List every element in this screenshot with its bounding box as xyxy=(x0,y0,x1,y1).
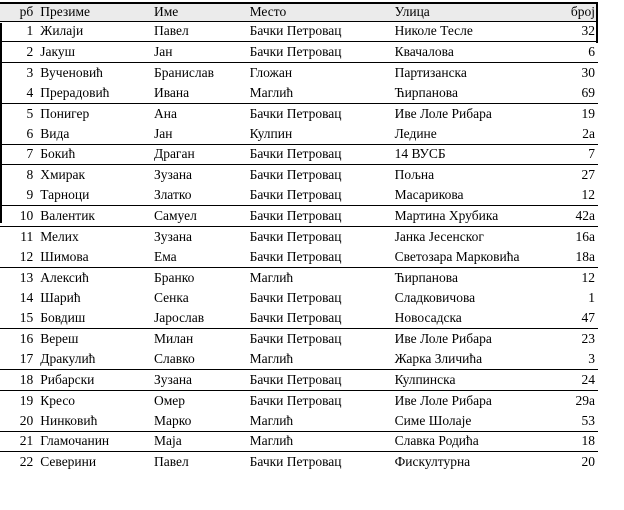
cell-place: Бачки Петровац xyxy=(249,289,342,305)
cell-num: 47 xyxy=(581,310,595,325)
cell-n: 1 xyxy=(26,23,34,39)
table-row xyxy=(0,431,598,452)
cell-name: Самуел xyxy=(153,207,197,223)
cell-surname: Гламочанин xyxy=(40,433,110,449)
cell-num: 20 xyxy=(581,454,595,469)
cell-street: Иве Лоле Рибара xyxy=(394,392,492,408)
cell-name: Милан xyxy=(153,331,194,346)
cell-num: 42а xyxy=(575,207,595,223)
cell-name: Ана xyxy=(153,105,177,121)
cell-surname: Понигер xyxy=(40,105,90,121)
cell-name: Славко xyxy=(153,351,195,366)
cell-place: Бачки Петровац xyxy=(249,207,342,223)
cell-n: 2 xyxy=(26,43,34,59)
table-row xyxy=(0,103,598,124)
table-row xyxy=(0,308,598,329)
cell-name: Бранко xyxy=(153,269,195,285)
cell-street: Новосадска xyxy=(394,310,462,325)
cell-place: Маглић xyxy=(249,351,294,366)
cell-surname: Хмирак xyxy=(40,167,86,182)
cell-street: Славка Родића xyxy=(394,433,479,449)
cell-num: 24 xyxy=(581,371,595,387)
cell-name: Златко xyxy=(153,187,192,202)
cell-place: Бачки Петровац xyxy=(249,228,342,244)
cell-street: Ледине xyxy=(394,125,437,141)
cell-n: 13 xyxy=(19,269,34,285)
cell-place: Бачки Петровац xyxy=(249,167,342,182)
cell-n: 20 xyxy=(19,412,34,428)
table-row xyxy=(0,370,598,391)
cell-surname: Дракулић xyxy=(40,351,96,366)
cell-surname: Алексић xyxy=(40,269,89,285)
cell-n: 16 xyxy=(19,331,34,346)
cell-street: Иве Лоле Рибара xyxy=(394,331,492,346)
cell-place: Бачки Петровац xyxy=(249,187,342,202)
cell-surname: Вученовић xyxy=(40,64,103,80)
cell-n: 10 xyxy=(19,207,34,223)
cell-num: 30 xyxy=(581,64,595,80)
cell-num: 53 xyxy=(581,412,595,428)
cell-street: Иве Лоле Рибара xyxy=(394,105,492,121)
cell-place: Бачки Петровац xyxy=(249,105,342,121)
cell-surname: Јакуш xyxy=(40,43,75,59)
cell-num: 6 xyxy=(588,43,595,59)
cell-place: Маглић xyxy=(249,269,294,285)
cell-place: Гложан xyxy=(249,64,293,80)
cell-place: Маглић xyxy=(249,84,294,100)
cell-place: Бачки Петровац xyxy=(249,248,342,264)
table-row xyxy=(0,185,598,206)
table-row xyxy=(0,144,598,165)
cell-num: 16а xyxy=(575,228,595,244)
cell-n: 15 xyxy=(19,310,34,325)
cell-n: 22 xyxy=(19,454,34,469)
cell-name: Марко xyxy=(153,412,192,428)
cell-name: Зузана xyxy=(153,371,193,387)
cell-street: Симе Шолаје xyxy=(394,412,472,428)
cell-n: 11 xyxy=(20,228,34,244)
table-row xyxy=(0,267,598,288)
table-left-border-fragment xyxy=(0,23,2,223)
cell-surname: Шарић xyxy=(40,289,81,305)
cell-place: Маглић xyxy=(249,433,294,449)
cell-num: 19 xyxy=(581,105,595,121)
table-row xyxy=(0,226,598,247)
cell-n: 9 xyxy=(26,187,34,202)
cell-place: Бачки Петровац xyxy=(249,454,342,469)
cell-surname: Прерадовић xyxy=(40,84,110,100)
table-row xyxy=(0,206,598,227)
cell-street: Мартина Хрубика xyxy=(394,207,499,223)
table-row xyxy=(0,411,598,432)
cell-surname: Жилаји xyxy=(40,23,84,39)
cell-num: 23 xyxy=(581,331,595,346)
cell-surname: Вереш xyxy=(40,331,79,346)
cell-street: Жарка Зличића xyxy=(394,351,483,366)
cell-place: Кулпин xyxy=(249,125,293,141)
cell-name: Сенка xyxy=(153,289,189,305)
cell-name: Јан xyxy=(153,125,173,141)
cell-name: Зузана xyxy=(153,167,193,182)
cell-num: 32 xyxy=(581,23,595,39)
table-row xyxy=(0,452,598,473)
cell-name: Зузана xyxy=(153,228,193,244)
cell-num: 12 xyxy=(581,269,595,285)
cell-street: Ћирпанова xyxy=(394,269,458,285)
table-row xyxy=(0,329,598,350)
cell-place: Бачки Петровац xyxy=(249,43,342,59)
cell-surname: Тарноци xyxy=(40,187,90,202)
table-row xyxy=(0,349,598,370)
cell-street: Ћирпанова xyxy=(394,84,458,100)
cell-name: Јан xyxy=(153,43,173,59)
cell-num: 29а xyxy=(575,392,595,408)
cell-name: Драган xyxy=(153,146,195,162)
cell-surname: Бокић xyxy=(40,146,76,162)
cell-num: 69 xyxy=(581,84,595,100)
cell-name: Павел xyxy=(153,23,189,39)
cell-street: Масарикова xyxy=(394,187,464,202)
cell-n: 21 xyxy=(19,433,34,449)
cell-name: Ивана xyxy=(153,84,190,100)
column-header-broj: број xyxy=(570,4,595,20)
cell-surname: Кресо xyxy=(40,392,76,408)
cell-surname: Рибарски xyxy=(40,371,95,387)
cell-num: 18а xyxy=(575,248,595,264)
table-right-border-fragment xyxy=(596,2,598,43)
cell-n: 5 xyxy=(26,105,34,121)
cell-n: 18 xyxy=(19,371,34,387)
table-row xyxy=(0,21,598,42)
cell-place: Бачки Петровац xyxy=(249,146,342,162)
cell-name: Ема xyxy=(153,248,177,264)
table-row xyxy=(0,165,598,186)
cell-place: Бачки Петровац xyxy=(249,371,342,387)
cell-surname: Вида xyxy=(40,125,70,141)
cell-street: Сладковичова xyxy=(394,289,476,305)
cell-name: Маја xyxy=(153,433,182,449)
column-header-rb: рб xyxy=(19,4,34,20)
cell-place: Бачки Петровац xyxy=(249,310,342,325)
cell-num: 1 xyxy=(588,289,595,305)
cell-street: Кулпинска xyxy=(394,371,456,387)
cell-street: Николе Тесле xyxy=(394,23,473,39)
cell-num: 3 xyxy=(588,351,595,366)
cell-street: Светозара Марковића xyxy=(394,248,520,264)
cell-place: Бачки Петровац xyxy=(249,331,342,346)
column-header-place: Место xyxy=(249,4,287,20)
cell-n: 12 xyxy=(19,248,34,264)
column-header-name: Име xyxy=(153,4,179,20)
cell-street: Јанка Јесенског xyxy=(394,228,484,244)
cell-num: 27 xyxy=(581,167,595,182)
cell-surname: Бовдиш xyxy=(40,310,86,325)
table-header-row xyxy=(0,3,598,21)
cell-street: Фискултурна xyxy=(394,454,471,469)
cell-n: 17 xyxy=(19,351,34,366)
cell-n: 19 xyxy=(19,392,34,408)
cell-surname: Валентик xyxy=(40,207,95,223)
cell-surname: Шимова xyxy=(40,248,89,264)
table-row xyxy=(0,390,598,411)
cell-n: 3 xyxy=(26,64,34,80)
cell-num: 18 xyxy=(581,433,595,449)
cell-surname: Северини xyxy=(40,454,97,469)
table-row xyxy=(0,83,598,104)
cell-street: Партизанска xyxy=(394,64,467,80)
cell-surname: Мелих xyxy=(40,228,79,244)
cell-num: 2а xyxy=(582,125,595,141)
cell-place: Бачки Петровац xyxy=(249,392,342,408)
cell-place: Маглић xyxy=(249,412,294,428)
cell-street: Квачалова xyxy=(394,43,454,59)
table-row xyxy=(0,124,598,145)
column-header-surname: Презиме xyxy=(40,4,90,20)
table-row xyxy=(0,288,598,309)
cell-name: Омер xyxy=(153,392,186,408)
table-row xyxy=(0,62,598,83)
cell-street: Пољна xyxy=(394,167,435,182)
cell-street: 14 ВУСБ xyxy=(394,146,446,162)
cell-surname: Нинковић xyxy=(40,412,98,428)
cell-n: 14 xyxy=(19,289,34,305)
cell-name: Јарослав xyxy=(153,310,205,325)
address-table xyxy=(0,2,598,472)
cell-n: 4 xyxy=(26,84,34,100)
cell-num: 12 xyxy=(581,187,595,202)
cell-num: 7 xyxy=(588,146,595,162)
table-row xyxy=(0,247,598,268)
cell-name: Бранислав xyxy=(153,64,215,80)
cell-n: 8 xyxy=(26,167,34,182)
cell-name: Павел xyxy=(153,454,189,469)
column-header-street: Улица xyxy=(394,4,430,20)
table-row xyxy=(0,42,598,63)
cell-place: Бачки Петровац xyxy=(249,23,342,39)
cell-n: 7 xyxy=(26,146,34,162)
cell-n: 6 xyxy=(26,125,34,141)
